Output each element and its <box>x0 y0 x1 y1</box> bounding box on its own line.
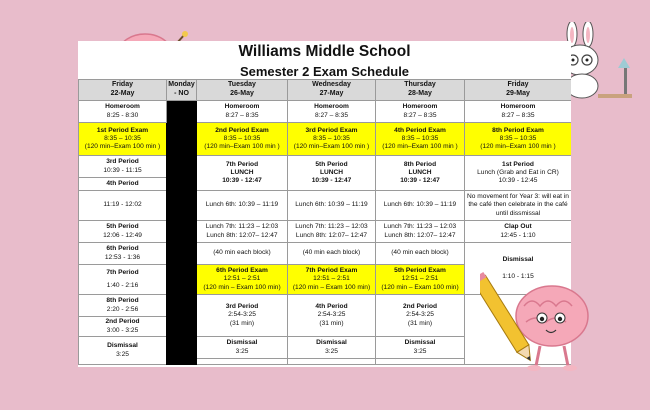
fri22-p7 <box>79 265 167 295</box>
cell-title: Homeroom <box>224 103 260 111</box>
row-r6 <box>79 221 572 243</box>
cell-title: 5th Period <box>315 160 348 168</box>
cell-time: 3:25 <box>413 347 427 355</box>
tue-lunch23 <box>197 221 288 243</box>
header-row <box>79 80 572 101</box>
fri22-exam <box>79 123 167 156</box>
fri22-p8 <box>79 295 167 317</box>
cell-title: Homeroom <box>402 103 438 111</box>
cell-note: (120 min–Exam 100 min ) <box>204 143 280 151</box>
wed-lunch1: Lunch 6th: 10:39 – 11:19 <box>288 191 376 221</box>
header-date: - NO <box>174 90 189 97</box>
fri22-p5 <box>79 221 167 243</box>
brain-with-pencil-icon <box>480 266 600 378</box>
cell-time: 12:06 - 12:49 <box>103 231 142 239</box>
cell-time: 3:25 <box>116 350 129 358</box>
header-date: 28-May <box>408 90 432 97</box>
fri29-note: No movement for Year 3: will eat in the café then celebrate in the café until dissmissal <box>465 191 572 221</box>
cell-title: 8th Period <box>106 297 139 305</box>
cell-time: 8:35 – 10:35 <box>223 134 261 142</box>
cell-time: 3:25 <box>235 347 249 355</box>
cell-time: 8:27 – 8:35 <box>501 111 535 119</box>
cell-time: 12:51 – 2:51 <box>401 275 439 283</box>
cell-time: 12:45 - 1:10 <box>500 231 536 239</box>
cell-title: 3rd Period <box>106 158 139 166</box>
thu-empty <box>376 359 465 365</box>
cell-line: Lunch 7th: 11:23 – 12:03 <box>205 223 279 231</box>
cell-title: 1st Period <box>502 160 534 168</box>
thu-last <box>376 295 465 337</box>
header-day: Tuesday <box>228 81 256 89</box>
cell-line: Lunch 8th: 12:07– 12:47 <box>295 231 368 239</box>
thu-lunch23 <box>376 221 465 243</box>
cell-title: Dismissal <box>226 339 258 347</box>
cell-title: 3rd Period Exam <box>305 126 358 134</box>
cell-title: 4th Period <box>315 303 348 311</box>
school-title: Williams Middle School <box>238 43 411 60</box>
tue-mid <box>197 156 288 191</box>
cell-time: 10:39 - 12:45 <box>498 177 538 185</box>
cell-title: 7th Period Exam <box>305 267 358 275</box>
header-fri29 <box>465 80 572 101</box>
thu-mid <box>376 156 465 191</box>
homeroom-row <box>79 101 572 123</box>
tue-lunch1: Lunch 6th: 10:39 – 11:19 <box>197 191 288 221</box>
cell-line: Lunch 8th: 12:07– 12:47 <box>384 231 456 239</box>
thu-lunch1: Lunch 6th: 10:39 – 11:19 <box>376 191 465 221</box>
header-day: Friday <box>507 81 529 89</box>
wed-last <box>288 295 376 337</box>
wed-lunch23 <box>288 221 376 243</box>
cell-title: 6th Period Exam <box>216 267 268 275</box>
header-fri22 <box>79 80 167 101</box>
wed-dismissal <box>288 337 376 359</box>
cell-note: (120 min–Exam 100 min ) <box>293 143 370 151</box>
wed-exam2 <box>288 265 376 295</box>
fri22-p4: 4th Period <box>79 178 167 191</box>
wed-homeroom <box>288 101 376 123</box>
cell-title: Dismissal <box>502 256 534 264</box>
cell-title: 5th Period Exam <box>394 267 446 275</box>
cell-title: 1st Period Exam <box>96 126 149 134</box>
cell-title: 5th Period <box>106 223 139 231</box>
cell-note: (31 min) <box>407 319 433 327</box>
schedule-subtitle: Semester 2 Exam Schedule <box>239 64 410 79</box>
cell-title: Dismissal <box>107 342 138 350</box>
header-wed <box>288 80 376 101</box>
cell-time: 10:39 - 12:47 <box>400 177 440 185</box>
fri22-p4-time: 11:19 - 12:02 <box>79 191 167 221</box>
thu-exam1 <box>376 123 465 156</box>
cell-title: Dismissal <box>404 339 436 347</box>
cell-lunch: Lunch (Grab and Eat in CR) <box>477 168 559 176</box>
header-day: Friday <box>111 81 133 89</box>
cell-title: 3rd Period <box>225 303 259 311</box>
tue-homeroom <box>197 101 288 123</box>
cell-line: Lunch 7th: 11:23 – 12:03 <box>295 223 368 231</box>
cell-time: 8:35 – 10:35 <box>313 134 350 142</box>
fri29-exam1 <box>465 123 572 156</box>
row-r7 <box>79 243 572 265</box>
thu-homeroom <box>376 101 465 123</box>
cell-title: Homeroom <box>500 103 536 111</box>
header-tue <box>197 80 288 101</box>
cell-time: 8:35 – 10:35 <box>401 134 439 142</box>
fri29-clap <box>465 221 572 243</box>
cell-title: 2nd Period Exam <box>215 126 269 134</box>
cell-time: 10:39 - 11:15 <box>103 166 142 174</box>
thu-exam2 <box>376 265 465 295</box>
tue-exam1 <box>197 123 288 156</box>
cell-title: 7th Period <box>225 160 259 168</box>
cell-title: 6th Period <box>106 245 139 253</box>
cell-time: 3:00 - 3:25 <box>106 326 139 334</box>
cell-time: 8:35 – 10:35 <box>499 134 537 142</box>
fri22-homeroom <box>79 101 167 123</box>
header-date: 22-May <box>110 90 135 97</box>
row-r5 <box>79 191 572 221</box>
cell-time: 8:27 – 8:35 <box>403 111 437 119</box>
cell-time: 10:39 - 12:47 <box>311 177 352 185</box>
cell-time: 10:39 - 12:47 <box>222 177 262 185</box>
header-day: Wednesday <box>312 81 351 89</box>
cell-time: 12:53 - 1:36 <box>104 253 141 261</box>
morning-exam-row <box>79 123 572 156</box>
cell-time: 3:25 <box>325 347 338 355</box>
header-day: Monday <box>168 81 195 89</box>
fri22-p6 <box>79 243 167 265</box>
cell-note: (120 min–Exam 100 min ) <box>480 143 556 151</box>
cell-title: Homeroom <box>314 103 349 111</box>
fri29-homeroom <box>465 101 572 123</box>
cell-time: 12:51 – 2:51 <box>223 275 261 283</box>
cell-note: (120 min–Exam 100 min ) <box>84 143 161 151</box>
tue-blocks: (40 min each block) <box>197 243 288 265</box>
cell-time: 1:10 - 1:15 <box>502 272 534 280</box>
cell-time: 8:25 - 8:30 <box>106 111 139 119</box>
cell-title: 4th Period Exam <box>394 126 446 134</box>
tue-empty <box>197 359 288 365</box>
fri22-p3 <box>79 156 167 178</box>
wed-blocks: (40 min each block) <box>288 243 376 265</box>
cell-title: 2nd Period <box>402 303 438 311</box>
fri22-p2 <box>79 317 167 337</box>
wed-mid <box>288 156 376 191</box>
header-day: Thursday <box>404 81 436 89</box>
cell-time: 2:20 - 2:56 <box>106 305 139 313</box>
cell-time: 2:54-3:25 <box>317 311 346 319</box>
cell-time: 12:51 – 2:51 <box>313 275 350 283</box>
fri22-dismissal <box>79 337 167 365</box>
header-mon <box>167 80 197 101</box>
cell-line: Lunch 7th: 11:23 – 12:03 <box>383 223 457 231</box>
thu-blocks: (40 min each block) <box>376 243 465 265</box>
cell-title: 2nd Period <box>105 318 140 326</box>
cell-note: (31 min) <box>319 319 344 327</box>
cell-note: (120 min–Exam 100 min ) <box>382 143 458 151</box>
cell-note: (120 min – Exam 100 min) <box>381 283 459 291</box>
cell-title: Clap Out <box>504 223 532 231</box>
cell-note: (31 min) <box>229 319 255 327</box>
wed-exam1 <box>288 123 376 156</box>
cell-time: 8:27 – 8:35 <box>315 111 348 119</box>
cell-time: 2:54-3:25 <box>228 311 256 319</box>
cell-lunch: LUNCH <box>319 168 344 176</box>
cell-lunch: LUNCH <box>230 168 254 176</box>
cell-time: 1:40 - 2:16 <box>106 282 139 289</box>
monday-no-school-block <box>167 101 197 365</box>
cell-time: 8:27 – 8:35 <box>225 111 259 119</box>
tue-exam2 <box>197 265 288 295</box>
cell-title: Dismissal <box>316 339 347 347</box>
thu-dismissal <box>376 337 465 359</box>
wed-empty <box>288 359 376 365</box>
header-date: 29-May <box>506 90 530 97</box>
cell-title: 8th Period Exam <box>492 126 544 134</box>
cell-title: 7th Period <box>106 268 139 276</box>
cell-lunch: LUNCH <box>408 168 432 176</box>
row-r3 <box>79 156 572 178</box>
cell-time: 8:35 – 10:35 <box>104 134 141 142</box>
tue-dismissal <box>197 337 288 359</box>
cell-title: 8th Period <box>403 160 437 168</box>
cell-note: (120 min – Exam 100 min) <box>292 283 371 291</box>
fri29-p1 <box>465 156 572 191</box>
header-thu <box>376 80 465 101</box>
tue-last <box>197 295 288 337</box>
cell-note: (120 min – Exam 100 min) <box>203 283 281 291</box>
header-date: 27-May <box>319 90 344 97</box>
cell-time: 2:54-3:25 <box>406 311 434 319</box>
cell-title: Homeroom <box>105 103 140 111</box>
cell-line: Lunch 8th: 12:07– 12:47 <box>206 231 278 239</box>
header-date: 26-May <box>230 90 254 97</box>
